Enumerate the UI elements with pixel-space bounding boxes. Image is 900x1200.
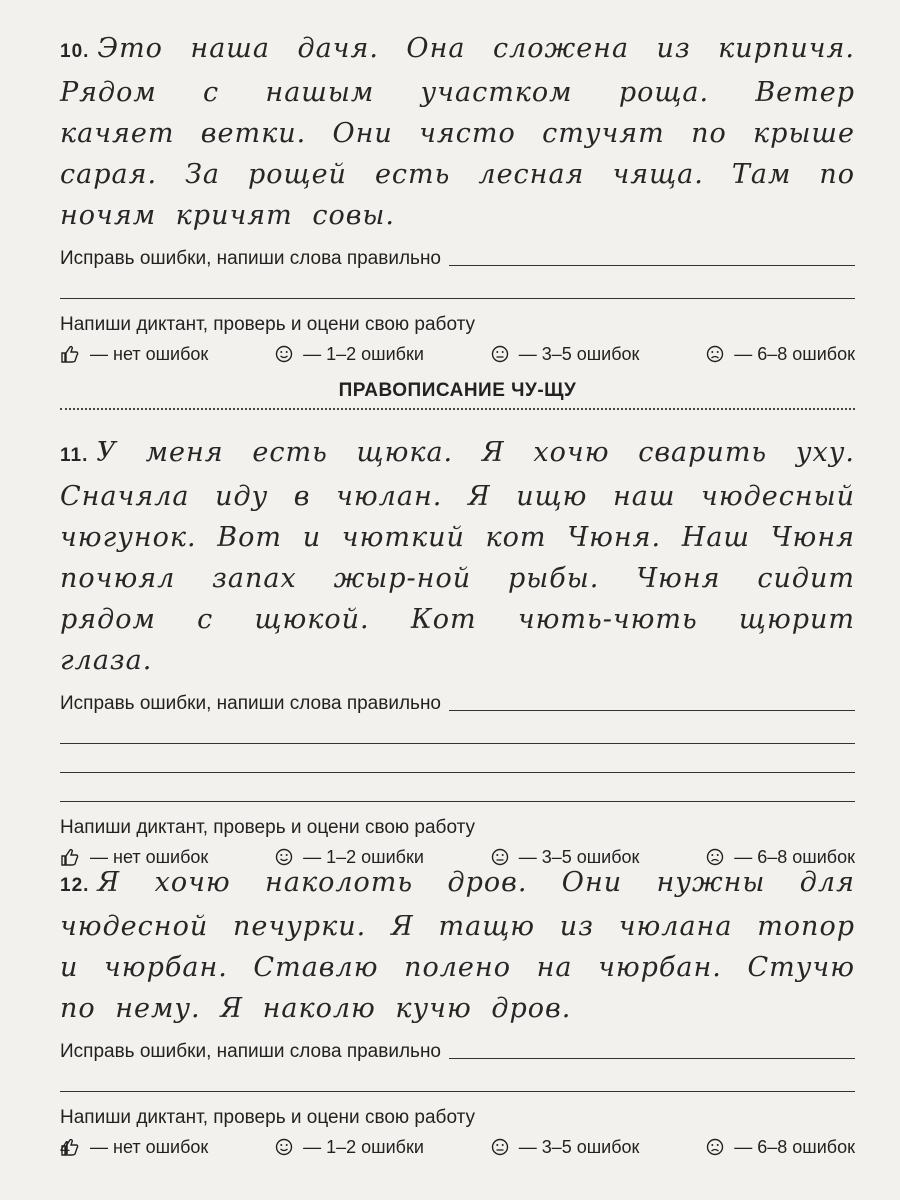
dictation-text: Это наша дачя. Она сложена из кирпичя. Рядом с нашым участком роща. Ветер качяет ветки. Они чясто стучят по крыше сарая. За рощей есть лесная чяща. Там по ночям кричят совы. (60, 33, 855, 231)
dictation-text: Я хочю наколоть дров. Они нужны для чюдесной печурки. Я тащю из чюлана топор и чюрбан. Ставлю полено на чюрбан. Стучю по нему. Я наколю кучю дров. (60, 867, 855, 1024)
grade-label: — нет ошибок (90, 846, 209, 867)
fix-task-label: Исправь ошибки, напиши слова правильно (60, 248, 442, 269)
dictation-text: У меня есть щюка. Я хочю сварить уху. Сначяла иду в чюлан. Я ищю наш чюдесный чюгунок. Вот и чюткий кот Чюня. Наш Чюня почюял запах жыр-ной рыбы. Чюня сидит рядом с щюкой. Кот чють-чють щюрит глаза. (60, 437, 855, 676)
thumbs-up-icon (60, 345, 80, 363)
answer-line[interactable] (449, 265, 855, 266)
fix-task-label: Исправь ошибки, напиши слова правильно (60, 1041, 442, 1062)
grade-label: — 3–5 ошибок (518, 343, 640, 364)
grade-item (275, 344, 424, 365)
exercise-12 (60, 862, 855, 1160)
exercise-text (60, 28, 855, 236)
exercise-number: 10. (60, 41, 90, 62)
answer-line[interactable] (60, 1063, 855, 1092)
page-number: 4 (60, 1138, 71, 1158)
section-divider (60, 408, 855, 410)
grade-label: — 3–5 ошибок (518, 1136, 640, 1157)
neutral-face-icon (491, 345, 509, 363)
exercise-11 (60, 432, 855, 870)
exercise-text (60, 432, 855, 681)
grade-label: — 1–2 ошибки (303, 1136, 424, 1157)
grade-label: — нет ошибок (90, 1136, 209, 1157)
neutral-face-icon (491, 1138, 509, 1156)
answer-line[interactable] (60, 270, 855, 299)
grade-item (706, 1137, 855, 1158)
grade-scale (60, 1134, 855, 1160)
grade-label: — 6–8 ошибок (734, 1136, 855, 1157)
sad-face-icon (706, 345, 724, 363)
sad-face-icon (706, 1138, 724, 1156)
grade-label: — 6–8 ошибок (734, 846, 855, 867)
section-title: ПРАВОПИСАНИЕ ЧУ-ЩУ (338, 380, 577, 401)
fix-task-line (60, 1029, 855, 1063)
grade-label: — 1–2 ошибки (303, 846, 424, 867)
fix-task-label: Исправь ошибки, напиши слова правильно (60, 693, 442, 714)
grade-label: — 3–5 ошибок (518, 846, 640, 867)
check-task-label: Напиши диктант, проверь и оцени свою работу (60, 1107, 476, 1128)
grade-label: — нет ошибок (90, 343, 209, 364)
grade-item (60, 344, 208, 365)
fix-task-line (60, 236, 855, 270)
check-task-label: Напиши диктант, проверь и оцени свою работу (60, 817, 476, 838)
answer-line[interactable] (60, 744, 855, 773)
exercise-number: 12. (60, 875, 90, 896)
grade-label: — 1–2 ошибки (303, 343, 424, 364)
check-task-label: Напиши диктант, проверь и оцени свою работу (60, 314, 476, 335)
answer-line[interactable] (60, 773, 855, 802)
answer-line[interactable] (60, 715, 855, 744)
grade-scale (60, 341, 855, 367)
answer-line[interactable] (449, 710, 855, 711)
smile-icon (275, 1138, 293, 1156)
grade-item (275, 1137, 424, 1158)
smile-icon (275, 345, 293, 363)
grade-item (706, 344, 855, 365)
exercise-10 (60, 28, 855, 367)
fix-task-line (60, 681, 855, 715)
grade-item (491, 1137, 640, 1158)
grade-item (60, 1137, 208, 1158)
exercise-number: 11. (60, 445, 89, 466)
answer-line[interactable] (449, 1058, 855, 1059)
grade-item (491, 344, 640, 365)
exercise-text (60, 862, 855, 1029)
grade-label: — 6–8 ошибок (734, 343, 855, 364)
